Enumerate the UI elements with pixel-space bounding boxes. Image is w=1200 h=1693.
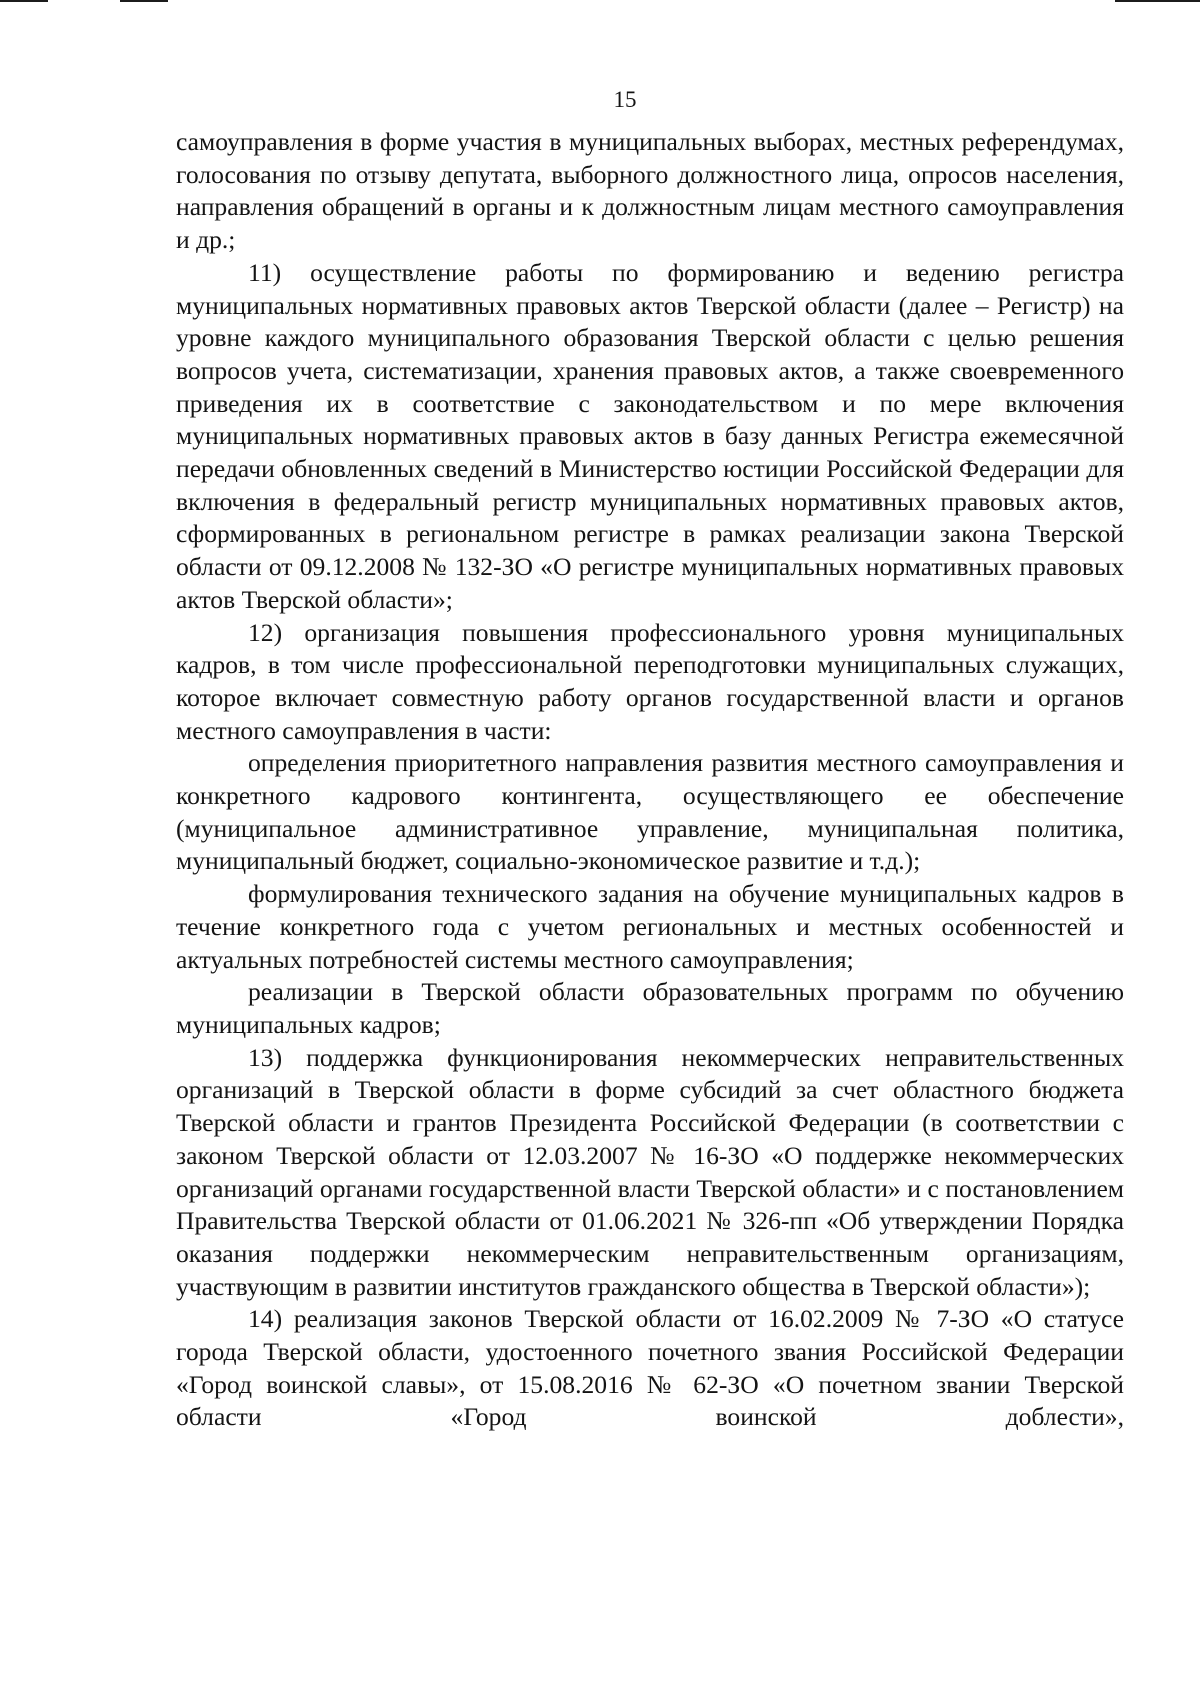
scan-edge-mark xyxy=(0,0,48,2)
paragraph-item-12-programs: реализации в Тверской области образовательных программ по обучению муниципальных кадров; xyxy=(176,977,1124,1039)
paragraph-item-11: 11) осуществление работы по формированию и ведению регистра муниципальных нормативных правовых актов Тверской области (далее – Регистр) на уровне каждого муниципального образования Тверской области с целью решения вопросов учета, систематизации, хранения правовых актов, а также своевременного приведения их в соответствие с законодательством и по мере включения муниципальных нормативных правовых актов в базу данных Регистра ежемесячной передачи обновленных сведений в Министерство юстиции Российской Федерации для включения в федеральный регистр муниципальных нормативных правовых актов, сформированных в региональном регистре в рамках реализации закона Тверской области от 09.12.2008 № 132-ЗО «О регистре муниципальных нормативных правовых актов Тверской области»; xyxy=(176,257,1124,614)
paragraph-item-12: 12) организация повышения профессионального уровня муниципальных кадров, в том числе профессиональной переподготовки муниципальных служащих, которое включает совместную работу органов государственной власти и органов местного самоуправления в части: xyxy=(176,617,1124,745)
document-body xyxy=(176,126,1124,1434)
paragraph-item-12-definition: определения приоритетного направления развития местного самоуправления и конкретного кадрового контингента, осуществляющего ее обеспечение (муниципальное административное управление, муниципальная политика, муниципальный бюджет, социально-экономическое развитие и т.д.); xyxy=(176,748,1124,876)
paragraph-item-12-task: формулирования технического задания на обучение муниципальных кадров в течение конкретного года с учетом региональных и местных особенностей и актуальных потребностей системы местного самоуправления; xyxy=(176,879,1124,974)
page-number: 15 xyxy=(613,87,637,112)
paragraph-item-14: 14) реализация законов Тверской области от 16.02.2009 № 7-ЗО «О статусе города Тверской области, удостоенного почетного звания Российской Федерации «Город воинской славы», от 15.08.2016 № 62-ЗО «О почетном звании Тверской области «Город воинской доблести», xyxy=(176,1304,1124,1432)
scan-edge-mark xyxy=(1115,0,1200,2)
scan-edge-mark xyxy=(120,0,168,2)
paragraph-item-13: 13) поддержка функционирования некоммерческих неправительственных организаций в Тверской области в форме субсидий за счет областного бюджета Тверской области и грантов Президента Российской Федерации (в соответствии с законом Тверской области от 12.03.2007 № 16-ЗО «О поддержке некоммерческих организаций органами государственной власти Тверской области» и с постановлением Правительства Тверской области от 01.06.2021 № 326-пп «Об утверждении Порядка оказания поддержки некоммерческим неправительственным организациям, участвующим в развитии институтов гражданского общества в Тверской области»); xyxy=(176,1042,1124,1301)
paragraph-continuation: самоуправления в форме участия в муниципальных выборах, местных референдумах, голосования по отзыву депутата, выборного должностного лица, опросов населения, направления обращений в органы и к должностным лицам местного самоуправления и др.; xyxy=(176,127,1124,255)
